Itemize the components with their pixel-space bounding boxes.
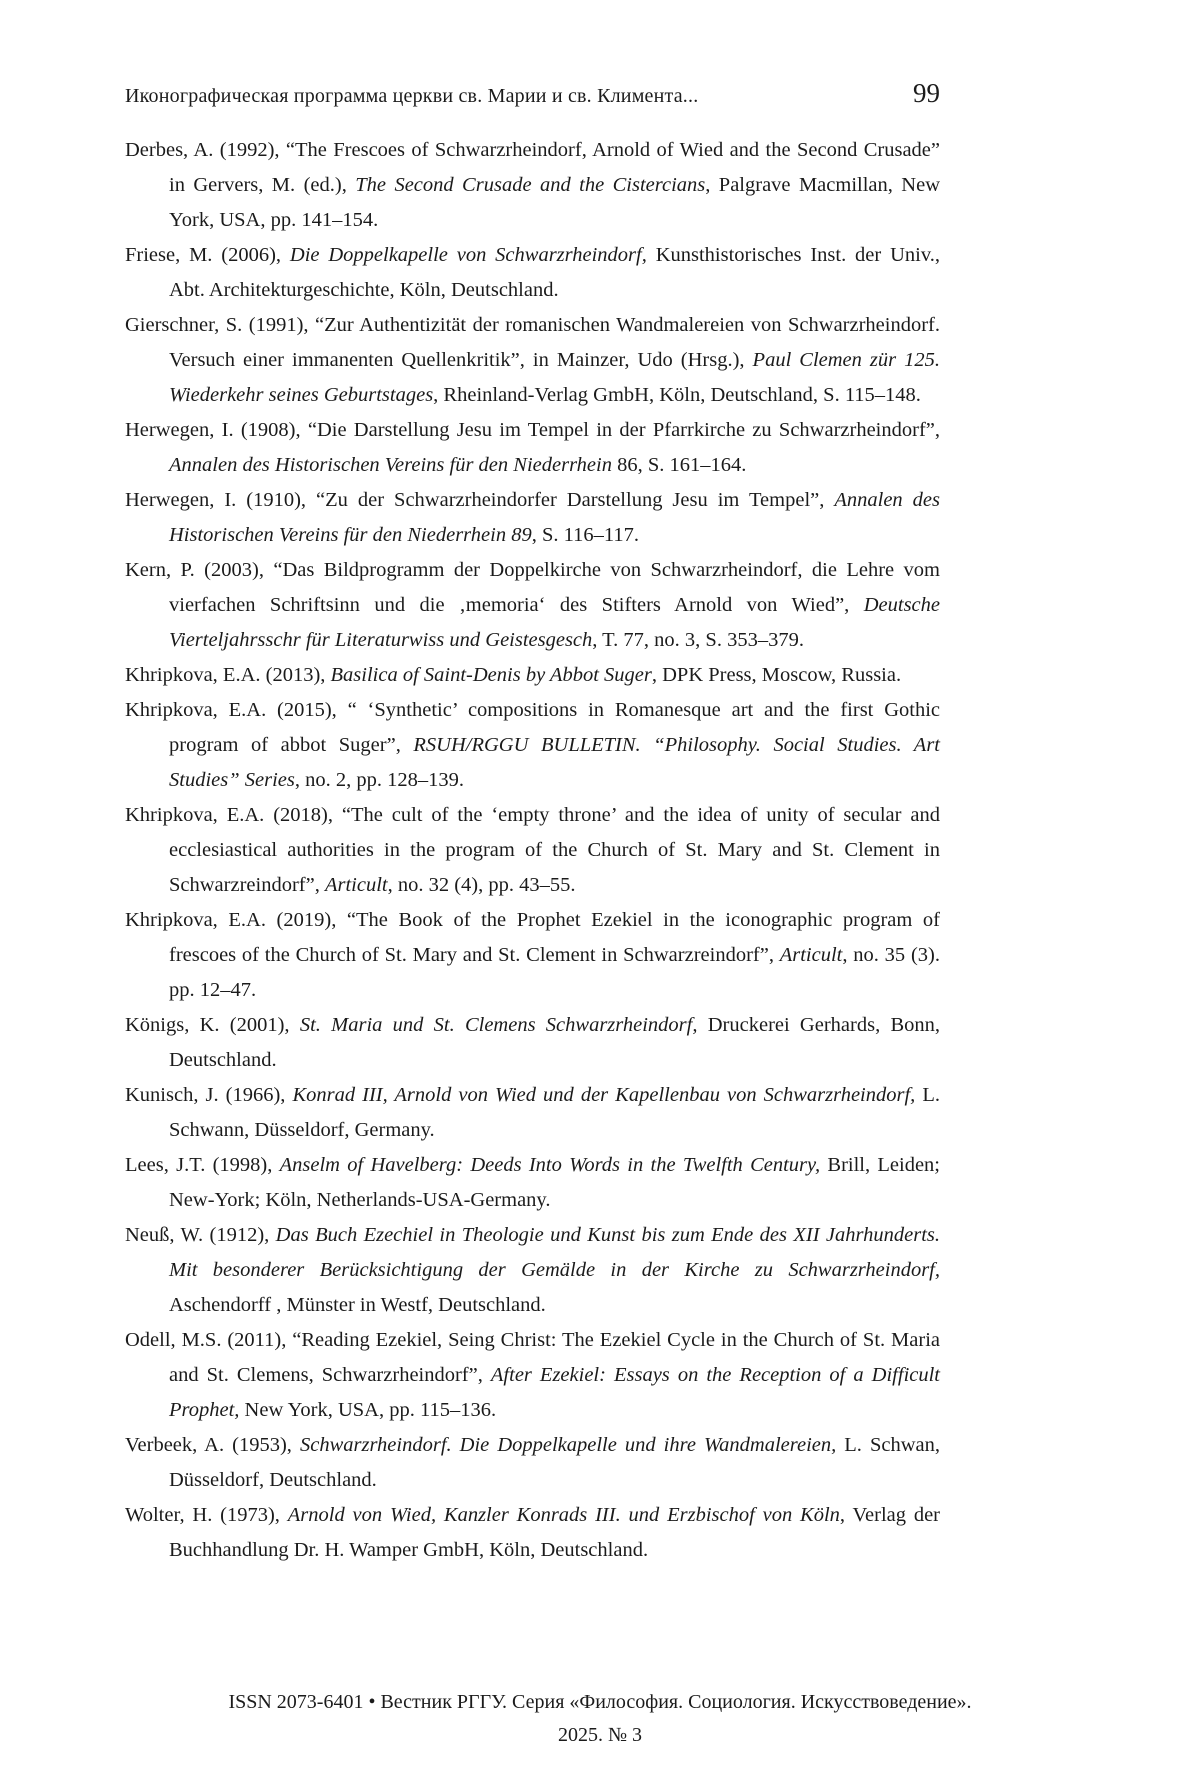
reference-text-segment: Verbeek, A. (1953), [125,1434,300,1456]
reference-item [125,1008,940,1078]
reference-item [125,483,940,553]
reference-text-segment: Friese, M. (2006), [125,244,290,266]
reference-item [125,693,940,798]
journal-info-line: ISSN 2073-6401 • Вестник РГГУ. Серия «Философия. Социология. Искусствоведение». [228,1691,972,1713]
reference-item [125,1323,940,1428]
reference-text-segment: Khripkova, E.A. (2019), “The Book of the Prophet Ezekiel in the iconographic program of frescoes of the Church of St. Mary and St. Clement in Schwarzreindorf”, [125,909,940,966]
reference-item [125,1078,940,1148]
reference-text-segment: Khripkova, E.A. (2013), [125,664,331,686]
reference-text-segment: , DPK Press, Moscow, Russia. [651,664,902,686]
reference-item [125,308,940,413]
reference-text-segment: Kunsthistorisches Inst. der Univ., Abt. Architekturgeschichte, Köln, Deutschland. [169,244,940,301]
reference-text-segment: Deutsche Vierteljahrsschr für Literaturwiss und Geistesgesch [169,594,940,651]
reference-text-segment: Gierschner, S. (1991), “Zur Authentizität der romanischen Wandmalereien von Schwarzrheindorf. Versuch einer immanenten Quellenkritik”, in Mainzer, Udo (Hrsg.), [125,314,940,371]
reference-text-segment: Herwegen, I. (1910), “Zu der Schwarzrheindorfer Darstellung Jesu im Tempel”, [125,489,835,511]
reference-text-segment: Basilica of Saint-Denis by Abbot Suger [330,664,652,686]
reference-text-segment: Odell, M.S. (2011), “Reading Ezekiel, Seing Christ: The Ezekiel Cycle in the Church of St. Maria and St. Clemens, Schwarzrheindorf”, [125,1329,940,1386]
reference-item [125,553,940,658]
reference-item [125,1218,940,1323]
reference-text-segment: Neuß, W. (1912), [125,1224,276,1246]
reference-text-segment: RSUH/RGGU BULLETIN. “Philosophy. Social Studies. Art Studies” Series [169,734,940,791]
reference-text-segment: , no. 2, pp. 128–139. [294,769,464,791]
reference-text-segment: Articult [324,874,388,896]
reference-text-segment: L. Schwan, Düsseldorf, Deutschland. [169,1434,940,1491]
reference-text-segment: , Rheinland-Verlag GmbH, Köln, Deutschland, S. 115–148. [433,384,921,406]
reference-item [125,658,940,693]
reference-item [125,1148,940,1218]
page-footer [0,1686,1200,1752]
reference-text-segment: Arnold von Wied, Kanzler Konrads III. und Erzbischof von Köln [287,1504,840,1526]
page-header [125,78,940,109]
references-list [125,133,940,1568]
reference-text-segment: Herwegen, I. (1908), “Die Darstellung Jesu im Tempel in der Pfarrkirche zu Schwarzrheindorf”, [125,419,940,441]
reference-text-segment: , no. 32 (4), pp. 43–55. [387,874,576,896]
reference-item [125,413,940,483]
reference-text-segment: Königs, K. (2001), [125,1014,300,1036]
reference-text-segment: Die Doppelkapelle von Schwarzrheindorf, [289,244,647,266]
reference-item [125,133,940,238]
reference-text-segment: St. Maria und St. Clemens Schwarzrheindorf, [299,1014,698,1036]
reference-text-segment: Paul Clemen zür 125. Wiederkehr seines Geburtstages [169,349,940,406]
reference-text-segment: , S. 116–117. [531,524,639,546]
reference-item [125,1498,940,1568]
reference-text-segment: , Palgrave Macmillan, New York, USA, pp. 141–154. [169,174,941,231]
reference-text-segment: 86, S. 161–164. [611,454,747,476]
reference-text-segment: Derbes, A. (1992), “The Frescoes of Schwarzrheindorf, Arnold of Wied and the Second Crusade” in Gervers, M. (ed.), [125,139,940,196]
reference-text-segment: Annalen des Historischen Vereins für den Niederrhein [169,454,612,476]
reference-text-segment: New York, USA, pp. 115–136. [239,1399,497,1421]
reference-text-segment: , Verlag der Buchhandlung Dr. H. Wamper GmbH, Köln, Deutschland. [169,1504,941,1561]
page-number: 99 [913,78,940,108]
issue-line: 2025. № 3 [557,1724,643,1746]
reference-item [125,798,940,903]
reference-text-segment: , no. 35 (3). pp. 12–47. [169,944,940,1001]
reference-text-segment: Aschendorff , Münster in Westf, Deutschland. [169,1294,546,1316]
reference-text-segment: Khripkova, E.A. (2018), “The cult of the ‘empty throne’ and the idea of unity of secular and ecclesiastical authorities in the program of the Church of St. Mary and St. Clement in Schwarzreindorf”, [125,804,940,896]
reference-text-segment: Druckerei Gerhards, Bonn, Deutschland. [169,1014,940,1071]
reference-text-segment: Kunisch, J. (1966), [125,1084,293,1106]
reference-text-segment: Schwarzrheindorf. Die Doppelkapelle und ihre Wandmalereien, [299,1434,837,1456]
reference-item [125,238,940,308]
reference-text-segment: , T. 77, no. 3, S. 353–379. [592,629,804,651]
reference-text-segment: Anselm of Havelberg: Deeds Into Words in the Twelfth Century, [279,1154,821,1176]
reference-text-segment: Khripkova, E.A. (2015), “ ‘Synthetic’ compositions in Romanesque art and the first Gothic program of abbot Suger”, [125,699,940,756]
reference-text-segment: Annalen des Historischen Vereins für den Niederrhein 89 [169,489,940,546]
reference-text-segment: Kern, P. (2003), “Das Bildprogramm der Doppelkirche von Schwarzrheindorf, die Lehre vom vierfachen Schriftsinn und die ‚memoria‘ des Stifters Arnold von Wied”, [125,559,940,616]
reference-text-segment: Lees, J.T. (1998), [125,1154,280,1176]
reference-item [125,1428,940,1498]
reference-text-segment: L. Schwann, Düsseldorf, Germany. [169,1084,940,1141]
reference-text-segment: The Second Crusade and the Cistercians [355,174,706,196]
reference-text-segment: Articult [779,944,843,966]
reference-text-segment: Das Buch Ezechiel in Theologie und Kunst bis zum Ende des XII Jahrhunderts. Mit besonderer Berücksichtigung der Gemälde in der Kirche zu Schwarzrheindorf, [169,1224,940,1281]
reference-text-segment: Brill, Leiden; New-York; Köln, Netherlands-USA-Germany. [169,1154,940,1211]
page-content [125,78,940,1568]
running-title: Иконографическая программа церкви св. Марии и св. Климента... [125,85,699,107]
reference-text-segment: After Ezekiel: Essays on the Reception of a Difficult Prophet, [169,1364,941,1421]
reference-item [125,903,940,1008]
reference-text-segment: Wolter, H. (1973), [125,1504,288,1526]
reference-text-segment: Konrad III, Arnold von Wied und der Kapellenbau von Schwarzrheindorf, [292,1084,916,1106]
